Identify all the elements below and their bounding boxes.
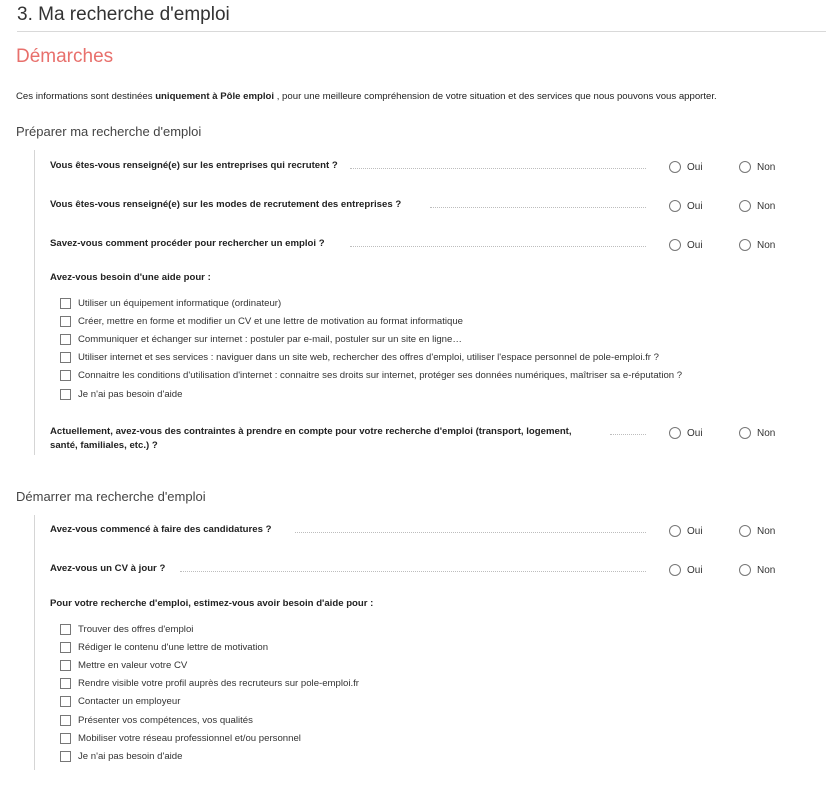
radio-oui[interactable]	[669, 523, 703, 539]
checkbox[interactable]	[60, 715, 71, 726]
intro-bold: uniquement à Pôle emploi	[155, 91, 275, 102]
start-help-list	[60, 620, 359, 766]
question-label-line: Actuellement, avez-vous des contraintes à prendre en compte pour votre recherche d'emploi (transport, logement,	[50, 426, 572, 437]
checkbox[interactable]	[60, 642, 71, 653]
intro-text	[16, 91, 717, 102]
checkbox-item[interactable]	[60, 349, 682, 367]
checkbox-item[interactable]	[60, 294, 682, 312]
checkbox[interactable]	[60, 624, 71, 635]
radio-oui[interactable]	[669, 198, 703, 214]
help-heading: Pour votre recherche d'emploi, estimez-vous avoir besoin d'aide pour :	[50, 598, 374, 609]
question-label: Savez-vous comment procéder pour rechercher un emploi ?	[50, 237, 331, 251]
checkbox[interactable]	[60, 352, 71, 363]
checkbox-item[interactable]	[60, 711, 359, 729]
checkbox-item[interactable]	[60, 620, 359, 638]
radio-label: Oui	[687, 161, 703, 173]
checkbox-item[interactable]	[60, 312, 682, 330]
help-heading: Avez-vous besoin d'une aide pour :	[50, 272, 211, 283]
question-row	[50, 237, 790, 253]
radio-circle[interactable]	[669, 161, 681, 173]
question-leader	[350, 168, 646, 169]
question-leader	[610, 434, 646, 435]
checkbox[interactable]	[60, 696, 71, 707]
checkbox-label: Je n'ai pas besoin d'aide	[78, 750, 183, 762]
section-title: Démarches	[16, 46, 114, 67]
question-label: Vous êtes-vous renseigné(e) sur les entreprises qui recrutent ?	[50, 159, 344, 173]
checkbox[interactable]	[60, 733, 71, 744]
prepare-help-list	[60, 294, 682, 403]
prepare-title: Préparer ma recherche d'emploi	[16, 124, 202, 139]
radio-label: Oui	[687, 564, 703, 576]
radio-label: Oui	[687, 427, 703, 439]
checkbox-item[interactable]	[60, 729, 359, 747]
checkbox[interactable]	[60, 316, 71, 327]
checkbox[interactable]	[60, 298, 71, 309]
question-leader	[180, 571, 646, 572]
radio-non[interactable]	[739, 562, 775, 578]
prepare-group-line	[34, 150, 35, 455]
radio-label: Non	[757, 200, 776, 212]
checkbox-item[interactable]	[60, 638, 359, 656]
question-leader	[350, 246, 646, 247]
checkbox-label: Mobiliser votre réseau professionnel et/ou personnel	[78, 732, 301, 744]
intro-after: , pour une meilleure compréhension de votre situation et des services que nous pouvons vous apporter.	[274, 91, 717, 102]
radio-label: Non	[757, 564, 776, 576]
radio-circle[interactable]	[739, 161, 751, 173]
checkbox-label: Présenter vos compétences, vos qualités	[78, 714, 253, 726]
checkbox[interactable]	[60, 678, 71, 689]
radio-circle[interactable]	[669, 525, 681, 537]
checkbox-label: Créer, mettre en forme et modifier un CV et une lettre de motivation au format informatique	[78, 315, 463, 327]
checkbox-label: Utiliser un équipement informatique (ordinateur)	[78, 297, 282, 309]
start-group-line	[34, 515, 35, 770]
checkbox-item[interactable]	[60, 693, 359, 711]
radio-circle[interactable]	[739, 564, 751, 576]
checkbox[interactable]	[60, 389, 71, 400]
radio-oui[interactable]	[669, 425, 703, 441]
checkbox[interactable]	[60, 660, 71, 671]
radio-label: Non	[757, 427, 776, 439]
checkbox-label: Communiquer et échanger sur internet : postuler par e-mail, postuler sur un site en ligne…	[78, 333, 462, 345]
checkbox-item[interactable]	[60, 747, 359, 765]
radio-circle[interactable]	[739, 427, 751, 439]
radio-non[interactable]	[739, 237, 775, 253]
radio-oui[interactable]	[669, 159, 703, 175]
checkbox-label: Rédiger le contenu d'une lettre de motivation	[78, 641, 269, 653]
intro-before: Ces informations sont destinées	[16, 91, 156, 102]
checkbox-label: Je n'ai pas besoin d'aide	[78, 388, 183, 400]
radio-circle[interactable]	[669, 564, 681, 576]
question-label: Avez-vous commencé à faire des candidatures ?	[50, 523, 277, 537]
checkbox-item[interactable]	[60, 330, 682, 348]
radio-circle[interactable]	[739, 200, 751, 212]
question-label: Vous êtes-vous renseigné(e) sur les modes de recrutement des entreprises ?	[50, 198, 407, 212]
checkbox[interactable]	[60, 751, 71, 762]
checkbox-item[interactable]	[60, 367, 682, 385]
radio-non[interactable]	[739, 425, 775, 441]
checkbox-item[interactable]	[60, 675, 359, 693]
question-row	[50, 425, 790, 455]
radio-circle[interactable]	[669, 239, 681, 251]
checkbox-label: Trouver des offres d'emploi	[78, 623, 194, 635]
checkbox-item[interactable]	[60, 656, 359, 674]
checkbox-label: Utiliser internet et ses services : naviguer dans un site web, rechercher des offres d'emploi, utiliser l'espace personnel de pole-emploi.fr ?	[78, 352, 659, 364]
radio-circle[interactable]	[739, 239, 751, 251]
question-leader	[295, 532, 646, 533]
checkbox-label: Mettre en valeur votre CV	[78, 659, 188, 671]
radio-non[interactable]	[739, 523, 775, 539]
radio-label: Non	[757, 525, 776, 537]
checkbox-label: Contacter un employeur	[78, 696, 181, 708]
title-divider	[17, 31, 826, 32]
radio-non[interactable]	[739, 159, 775, 175]
radio-non[interactable]	[739, 198, 775, 214]
checkbox-item[interactable]	[60, 385, 682, 403]
question-row	[50, 562, 790, 578]
checkbox-label: Rendre visible votre profil auprès des recruteurs sur pole-emploi.fr	[78, 678, 360, 690]
radio-label: Oui	[687, 525, 703, 537]
question-label	[50, 425, 578, 453]
radio-oui[interactable]	[669, 562, 703, 578]
checkbox[interactable]	[60, 370, 71, 381]
question-row	[50, 198, 790, 214]
radio-circle[interactable]	[669, 427, 681, 439]
radio-label: Oui	[687, 200, 703, 212]
question-leader	[430, 207, 646, 208]
checkbox[interactable]	[60, 334, 71, 345]
start-title: Démarrer ma recherche d'emploi	[16, 489, 206, 504]
question-row	[50, 159, 790, 175]
radio-circle[interactable]	[739, 525, 751, 537]
radio-oui[interactable]	[669, 237, 703, 253]
radio-label: Oui	[687, 239, 703, 251]
question-label: Avez-vous un CV à jour ?	[50, 562, 171, 576]
radio-label: Non	[757, 239, 776, 251]
question-row	[50, 523, 790, 539]
question-label-line: santé, familiales, etc.) ?	[50, 440, 158, 451]
radio-label: Non	[757, 161, 776, 173]
page-title: 3. Ma recherche d'emploi	[17, 4, 230, 25]
radio-circle[interactable]	[669, 200, 681, 212]
checkbox-label: Connaitre les conditions d'utilisation d'internet : connaitre ses droits sur internet, protéger ses données numériques, maîtriser sa e-réputation ?	[78, 370, 683, 382]
